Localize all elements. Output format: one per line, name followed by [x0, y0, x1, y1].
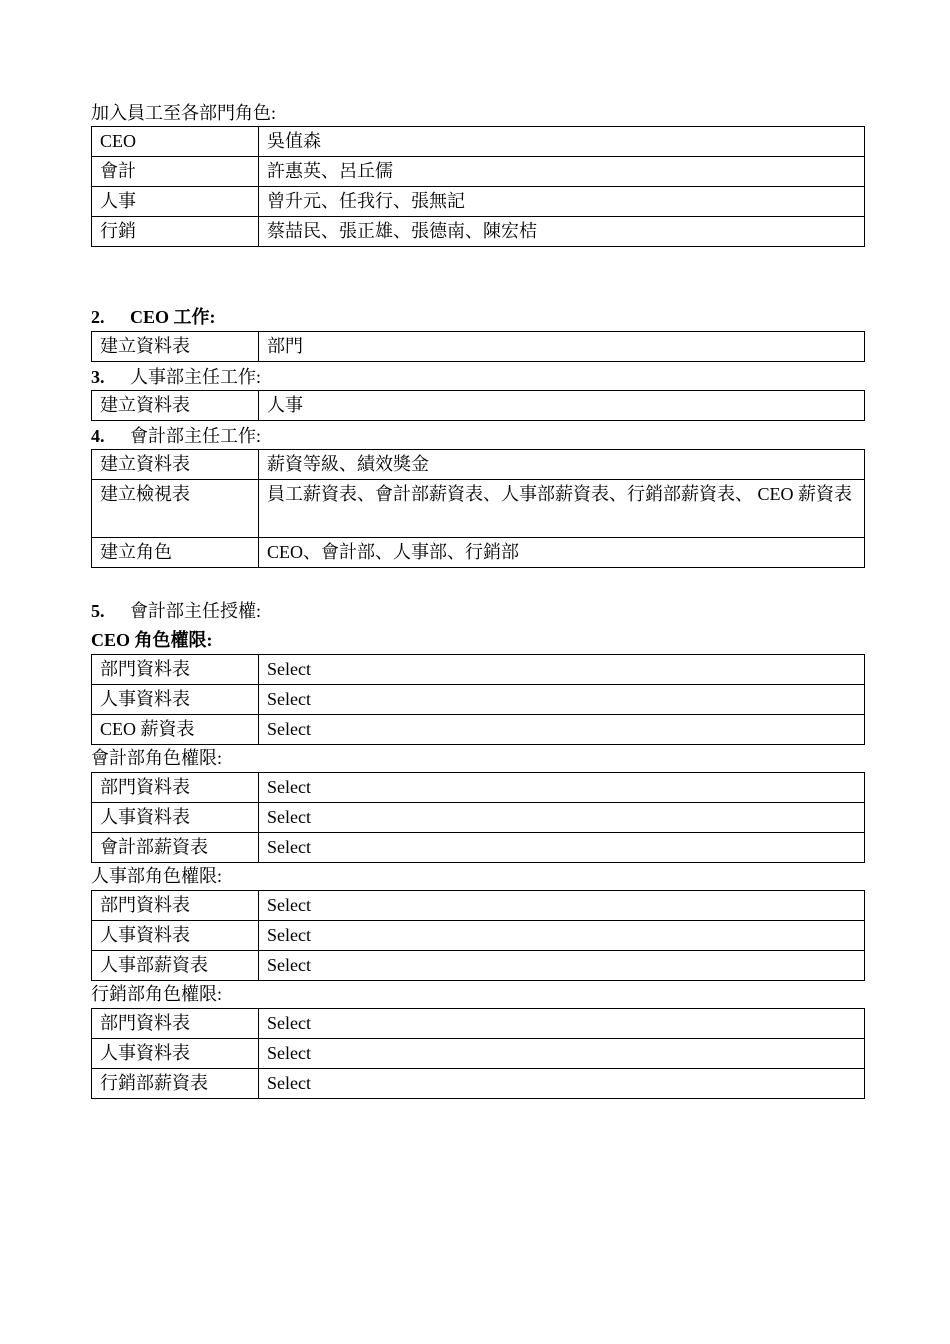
- permission-cell: Select: [259, 1039, 865, 1069]
- table-name-cell: 人事資料表: [92, 921, 259, 951]
- members-cell: 蔡喆民、張正雄、張德南、陳宏桔: [259, 217, 865, 247]
- permission-cell: Select: [259, 921, 865, 951]
- table-row: [92, 1039, 865, 1069]
- table-row: [92, 450, 865, 480]
- action-cell: 建立資料表: [92, 450, 259, 480]
- section2-heading: [91, 304, 216, 330]
- ceo-permission-table: [91, 654, 865, 745]
- section3-heading: [91, 364, 261, 390]
- section-number: 2.: [91, 307, 105, 327]
- table-name-cell: 人事資料表: [92, 685, 259, 715]
- target-cell: 員工薪資表、會計部薪資表、人事部薪資表、行銷部薪資表、 CEO 薪資表: [259, 480, 865, 538]
- table-row: [92, 391, 865, 421]
- members-cell: 許惠英、呂丘儒: [259, 157, 865, 187]
- section-title: CEO 工作:: [130, 307, 216, 327]
- members-cell: 吳值森: [259, 127, 865, 157]
- table-row: [92, 1009, 865, 1039]
- accounting-work-table: [91, 449, 865, 568]
- table-row: [92, 685, 865, 715]
- table-name-cell: 會計部薪資表: [92, 833, 259, 863]
- accounting-permission-table: [91, 772, 865, 863]
- table-row: [92, 187, 865, 217]
- permission-cell: Select: [259, 833, 865, 863]
- table-name-cell: 人事資料表: [92, 1039, 259, 1069]
- action-cell: 建立檢視表: [92, 480, 259, 538]
- table-row: [92, 332, 865, 362]
- role-cell: CEO: [92, 127, 259, 157]
- table-name-cell: 部門資料表: [92, 891, 259, 921]
- role-members-table: [91, 126, 865, 247]
- table-row: [92, 655, 865, 685]
- hr-work-table: [91, 390, 865, 421]
- table-row: [92, 217, 865, 247]
- table-row: [92, 803, 865, 833]
- permission-cell: Select: [259, 715, 865, 745]
- permission-cell: Select: [259, 1069, 865, 1099]
- table-row: [92, 127, 865, 157]
- role-cell: 行銷: [92, 217, 259, 247]
- role-cell: 人事: [92, 187, 259, 217]
- table-row: [92, 538, 865, 568]
- table-row: [92, 891, 865, 921]
- marketing-permission-table: [91, 1008, 865, 1099]
- section1-title: 加入員工至各部門角色:: [91, 103, 276, 123]
- table-name-cell: 人事資料表: [92, 803, 259, 833]
- table-name-cell: 人事部薪資表: [92, 951, 259, 981]
- permission-cell: Select: [259, 803, 865, 833]
- role-cell: 會計: [92, 157, 259, 187]
- permission-cell: Select: [259, 773, 865, 803]
- target-cell: CEO、會計部、人事部、行銷部: [259, 538, 865, 568]
- section-title: 會計部主任工作:: [130, 426, 262, 446]
- action-cell: 建立角色: [92, 538, 259, 568]
- permission-cell: Select: [259, 951, 865, 981]
- hr-permission-table: [91, 890, 865, 981]
- table-name-cell: CEO 薪資表: [92, 715, 259, 745]
- marketing-permission-title: 行銷部角色權限:: [91, 984, 223, 1004]
- target-cell: 人事: [259, 391, 865, 421]
- table-row: [92, 833, 865, 863]
- table-name-cell: 行銷部薪資表: [92, 1069, 259, 1099]
- permission-cell: Select: [259, 685, 865, 715]
- section-number: 3.: [91, 367, 105, 387]
- permission-cell: Select: [259, 655, 865, 685]
- ceo-work-table: [91, 331, 865, 362]
- table-name-cell: 部門資料表: [92, 773, 259, 803]
- target-cell: 部門: [259, 332, 865, 362]
- section-title: 人事部主任工作:: [130, 367, 262, 387]
- table-row: [92, 715, 865, 745]
- table-row: [92, 951, 865, 981]
- table-name-cell: 部門資料表: [92, 1009, 259, 1039]
- permission-cell: Select: [259, 891, 865, 921]
- permission-cell: Select: [259, 1009, 865, 1039]
- table-row: [92, 921, 865, 951]
- section5-heading: [91, 598, 261, 624]
- section4-heading: [91, 423, 261, 449]
- action-cell: 建立資料表: [92, 391, 259, 421]
- action-cell: 建立資料表: [92, 332, 259, 362]
- ceo-permission-title: CEO 角色權限:: [91, 630, 213, 650]
- table-row: [92, 157, 865, 187]
- members-cell: 曾升元、任我行、張無記: [259, 187, 865, 217]
- table-row: [92, 773, 865, 803]
- section-number: 5.: [91, 601, 105, 621]
- section-number: 4.: [91, 426, 105, 446]
- target-cell: 薪資等級、績效獎金: [259, 450, 865, 480]
- section-title: 會計部主任授權:: [130, 601, 262, 621]
- table-row: [92, 1069, 865, 1099]
- hr-permission-title: 人事部角色權限:: [91, 866, 223, 886]
- accounting-permission-title: 會計部角色權限:: [91, 748, 223, 768]
- table-row: [92, 480, 865, 538]
- table-name-cell: 部門資料表: [92, 655, 259, 685]
